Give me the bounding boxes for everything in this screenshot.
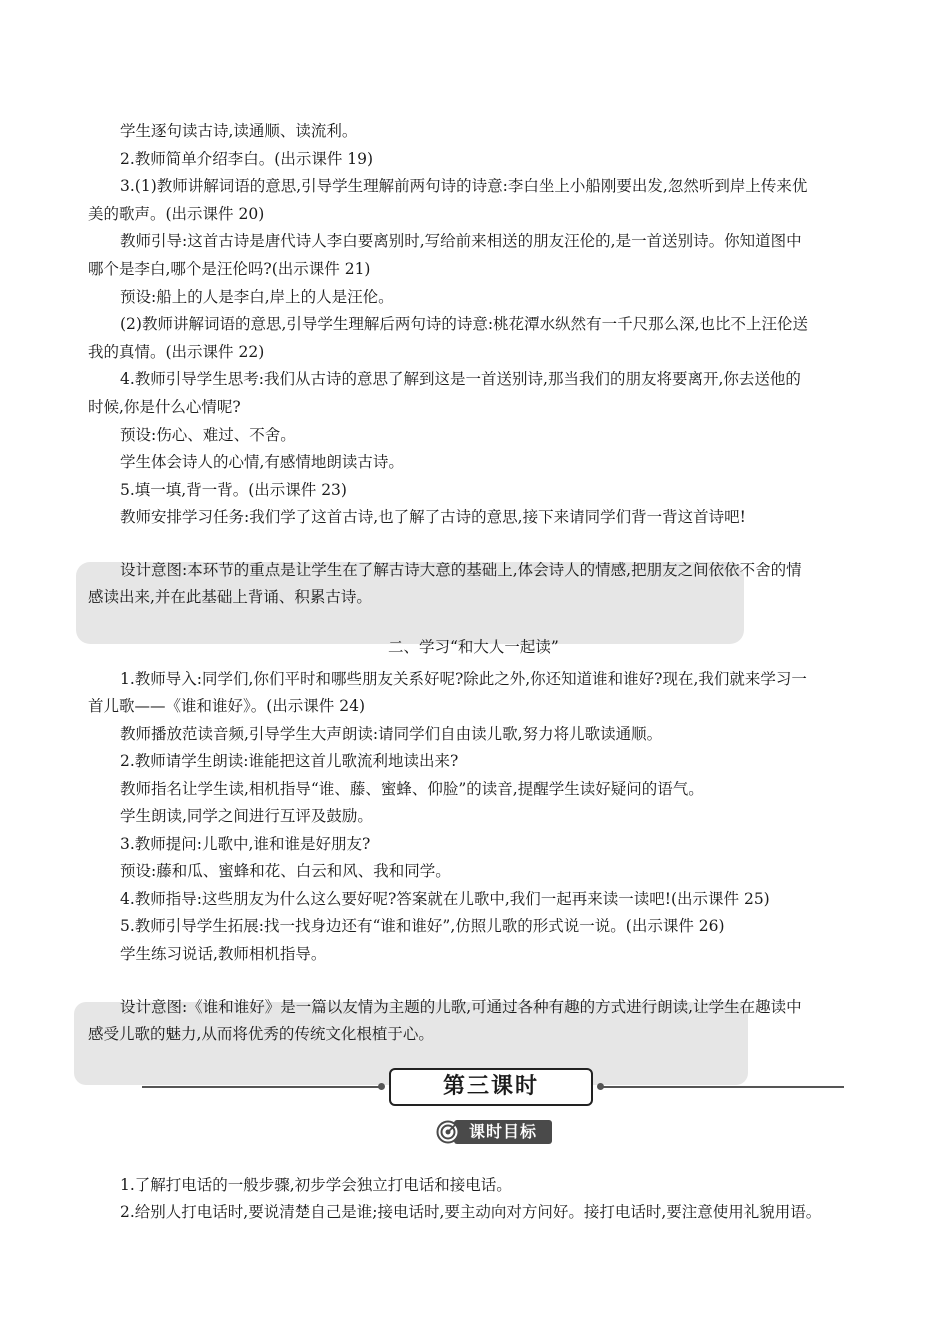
paragraph-line: 预设:船上的人是李白,岸上的人是汪伦。	[120, 288, 394, 306]
paragraph-line: 4.教师引导学生思考:我们从古诗的意思了解到这是一首送别诗,那当我们的朋友将要离开,你去送他的	[120, 370, 801, 388]
design-intent-line: 感读出来,并在此基础上背诵、积累古诗。	[88, 588, 372, 606]
paragraph-line: 4.教师指导:这些朋友为什么这么要好呢?答案就在儿歌中,我们一起再来读一读吧!(出示课件 25)	[120, 890, 770, 908]
paragraph-line: 时候,你是什么心情呢?	[88, 398, 241, 416]
paragraph-line: 1.教师导入:同学们,你们平时和哪些朋友关系好呢?除此之外,你还知道谁和谁好?现在,我们就来学习一	[120, 670, 807, 688]
paragraph-line: 教师引导:这首古诗是唐代诗人李白要离别时,写给前来相送的朋友汪伦的,是一首送别诗。你知道图中	[120, 232, 802, 250]
paragraph-line: 首儿歌——《谁和谁好》。(出示课件 24)	[88, 697, 365, 715]
paragraph-line: 教师播放范读音频,引导学生大声朗读:请同学们自由读儿歌,努力将儿歌读通顺。	[120, 725, 663, 743]
paragraph-line: 学生练习说话,教师相机指导。	[120, 945, 327, 963]
section-heading: 二、学习“和大人一起读”	[388, 638, 559, 656]
paragraph-line: 哪个是李白,哪个是汪伦吗?(出示课件 21)	[88, 260, 371, 278]
goal-line: 2.给别人打电话时,要说清楚自己是谁;接电话时,要主动向对方问好。接打电话时,要注意使用礼貌用语。	[120, 1203, 822, 1221]
paragraph-line: 5.教师引导学生拓展:找一找身边还有“谁和谁好”,仿照儿歌的形式说一说。(出示课件 26)	[120, 917, 725, 935]
paragraph-line: 美的歌声。(出示课件 20)	[88, 205, 265, 223]
goal-label: 课时目标	[454, 1120, 552, 1144]
paragraph-line: 2.教师请学生朗读:谁能把这首儿歌流利地读出来?	[120, 752, 459, 770]
paragraph-line: 2.教师简单介绍李白。(出示课件 19)	[120, 150, 374, 168]
paragraph-line: 预设:伤心、难过、不舍。	[120, 426, 296, 444]
paragraph-line: 教师安排学习任务:我们学了这首古诗,也了解了古诗的意思,接下来请同学们背一背这首诗吧!	[120, 508, 746, 526]
design-intent-line: 设计意图:《谁和谁好》是一篇以友情为主题的儿歌,可通过各种有趣的方式进行朗读,让学生在趣读中	[120, 998, 802, 1016]
paragraph-line: 学生逐句读古诗,读通顺、读流利。	[120, 122, 358, 140]
paragraph-line: 学生朗读,同学之间进行互评及鼓励。	[120, 807, 373, 825]
paragraph-line: 我的真情。(出示课件 22)	[88, 343, 265, 361]
paragraph-line: 预设:藤和瓜、蜜蜂和花、白云和风、我和同学。	[120, 862, 451, 880]
goal-line: 1.了解打电话的一般步骤,初步学会独立打电话和接电话。	[120, 1176, 512, 1194]
paragraph-line: 3.教师提问:儿歌中,谁和谁是好朋友?	[120, 835, 371, 853]
paragraph-line: 教师指名让学生读,相机指导“谁、藤、蜜蜂、仰脸”的读音,提醒学生读好疑问的语气。	[120, 780, 704, 798]
lesson-title: 第三课时	[389, 1068, 593, 1106]
banner-rule-right	[598, 1086, 844, 1088]
banner-dot	[378, 1083, 385, 1090]
design-intent-line: 感受儿歌的魅力,从而将优秀的传统文化根植于心。	[88, 1025, 434, 1043]
goal-badge	[432, 1118, 552, 1146]
paragraph-line: 3.(1)教师讲解词语的意思,引导学生理解前两句诗的诗意:李白坐上小船刚要出发,忽然听到岸上传来优	[120, 177, 808, 195]
paragraph-line: (2)教师讲解词语的意思,引导学生理解后两句诗的诗意:桃花潭水纵然有一千尺那么深,也比不上汪伦送	[120, 315, 809, 333]
paragraph-line: 5.填一填,背一背。(出示课件 23)	[120, 481, 347, 499]
banner-dot	[597, 1083, 604, 1090]
banner-rule-left	[142, 1086, 382, 1088]
paragraph-line: 学生体会诗人的心情,有感情地朗读古诗。	[120, 453, 404, 471]
design-intent-line: 设计意图:本环节的重点是让学生在了解古诗大意的基础上,体会诗人的情感,把朋友之间依依不舍的情	[120, 561, 802, 579]
target-icon	[436, 1120, 460, 1144]
